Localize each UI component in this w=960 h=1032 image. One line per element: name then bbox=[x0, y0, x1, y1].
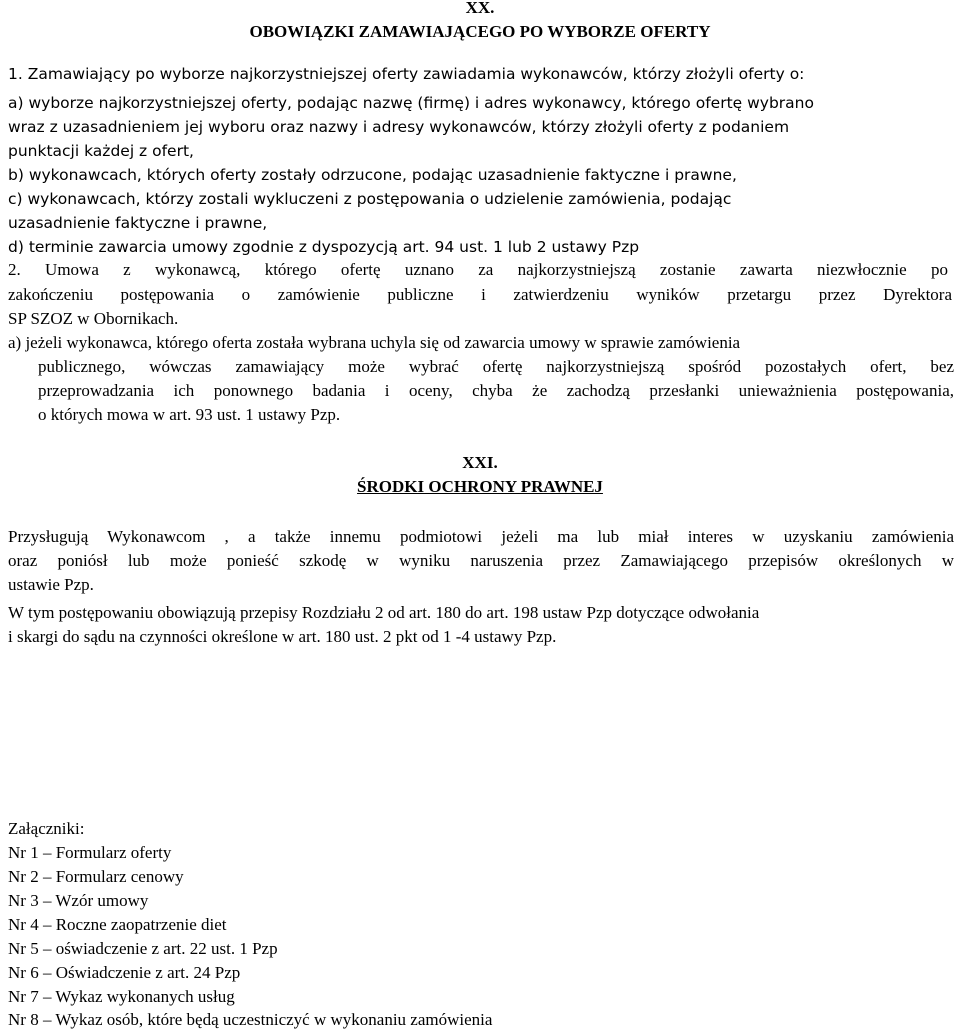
s21-p2-line2: i skargi do sądu na czynności określone w art. 180 ust. 2 pkt od 1 -4 ustawy Pzp. bbox=[8, 627, 557, 646]
s20-p2-line1: 2. Umowa z wykonawcą, którego ofertę uznano za najkorzystniejszą zostanie zawarta niezwłocznie po bbox=[8, 260, 948, 279]
s21-p1-line2: oraz poniósł lub może ponieść szkodę w wyniku naruszenia przez Zamawiającego przepisów określonych w bbox=[8, 551, 954, 570]
s21-p2-line1: W tym postępowaniu obowiązują przepisy Rozdziału 2 od art. 180 do art. 198 ustaw Pzp dotyczące odwołania bbox=[8, 603, 760, 622]
section-21-number: XXI. bbox=[462, 453, 498, 472]
attachment-item: Nr 2 – Formularz cenowy bbox=[8, 867, 184, 886]
s20-p1-item-a-line1: a) wyborze najkorzystniejszej oferty, podając nazwę (firmę) i adres wykonawcy, którego ofertę wybrano bbox=[8, 94, 814, 112]
s20-p2-item-a-line4: o których mowa w art. 93 ust. 1 ustawy Pzp. bbox=[38, 405, 341, 424]
s20-p1-item-a-line2: wraz z uzasadnieniem jej wyboru oraz nazwy i adresy wykonawców, którzy złożyli oferty z podaniem bbox=[8, 118, 790, 136]
s20-p2-item-a-line1: a) jeżeli wykonawca, którego oferta została wybrana uchyla się od zawarcia umowy w sprawie zamówienia bbox=[8, 333, 741, 352]
s20-p2-line3: SP SZOZ w Obornikach. bbox=[8, 309, 179, 328]
s20-p2-item-a-line3: przeprowadzania ich ponownego badania i oceny, chyba że zachodzą przesłanki unieważnienia postępowania, bbox=[38, 381, 954, 400]
attachment-item: Nr 7 – Wykaz wykonanych usług bbox=[8, 987, 235, 1006]
section-20-title: OBOWIĄZKI ZAMAWIAJĄCEGO PO WYBORZE OFERTY bbox=[249, 22, 711, 41]
s20-p1-item-c-line1: c) wykonawcach, którzy zostali wykluczeni z postępowania o udzielenie zamówienia, podając bbox=[8, 190, 732, 208]
s21-p1-line3: ustawie Pzp. bbox=[8, 575, 94, 594]
attachment-item: Nr 6 – Oświadczenie z art. 24 Pzp bbox=[8, 963, 241, 982]
s21-p1-line1: Przysługują Wykonawcom , a także innemu podmiotowi jeżeli ma lub miał interes w uzyskaniu zamówienia bbox=[8, 527, 954, 546]
section-20-number: XX. bbox=[465, 0, 495, 17]
s20-p1-item-c-line2: uzasadnienie faktyczne i prawne, bbox=[8, 214, 268, 232]
attachment-item: Nr 5 – oświadczenie z art. 22 ust. 1 Pzp bbox=[8, 939, 278, 958]
s20-p2-item-a-line2: publicznego, wówczas zamawiający może wybrać ofertę najkorzystniejszą spośród pozostałych ofert, bez bbox=[38, 357, 954, 376]
s20-p1-item-d: d) terminie zawarcia umowy zgodnie z dyspozycją art. 94 ust. 1 lub 2 ustawy Pzp bbox=[8, 238, 640, 256]
s20-p1-item-b: b) wykonawcach, których oferty zostały odrzucone, podając uzasadnienie faktyczne i prawne, bbox=[8, 166, 737, 184]
s20-p1-lead: 1. Zamawiający po wyborze najkorzystniejszej oferty zawiadamia wykonawców, którzy złożyli oferty o: bbox=[8, 65, 805, 83]
section-21-title: ŚRODKI OCHRONY PRAWNEJ bbox=[357, 477, 603, 496]
attachment-item: Nr 1 – Formularz oferty bbox=[8, 843, 172, 862]
s20-p1-item-a-line3: punktacji każdej z ofert, bbox=[8, 142, 194, 160]
attachment-item: Nr 8 – Wykaz osób, które będą uczestniczyć w wykonaniu zamówienia bbox=[8, 1010, 493, 1029]
attachments-heading: Załączniki: bbox=[8, 819, 85, 838]
attachment-item: Nr 3 – Wzór umowy bbox=[8, 891, 149, 910]
s20-p2-line2: zakończeniu postępowania o zamówienie publiczne i zatwierdzeniu wyników przetargu przez Dyrektora bbox=[8, 285, 952, 304]
attachment-item: Nr 4 – Roczne zaopatrzenie diet bbox=[8, 915, 227, 934]
